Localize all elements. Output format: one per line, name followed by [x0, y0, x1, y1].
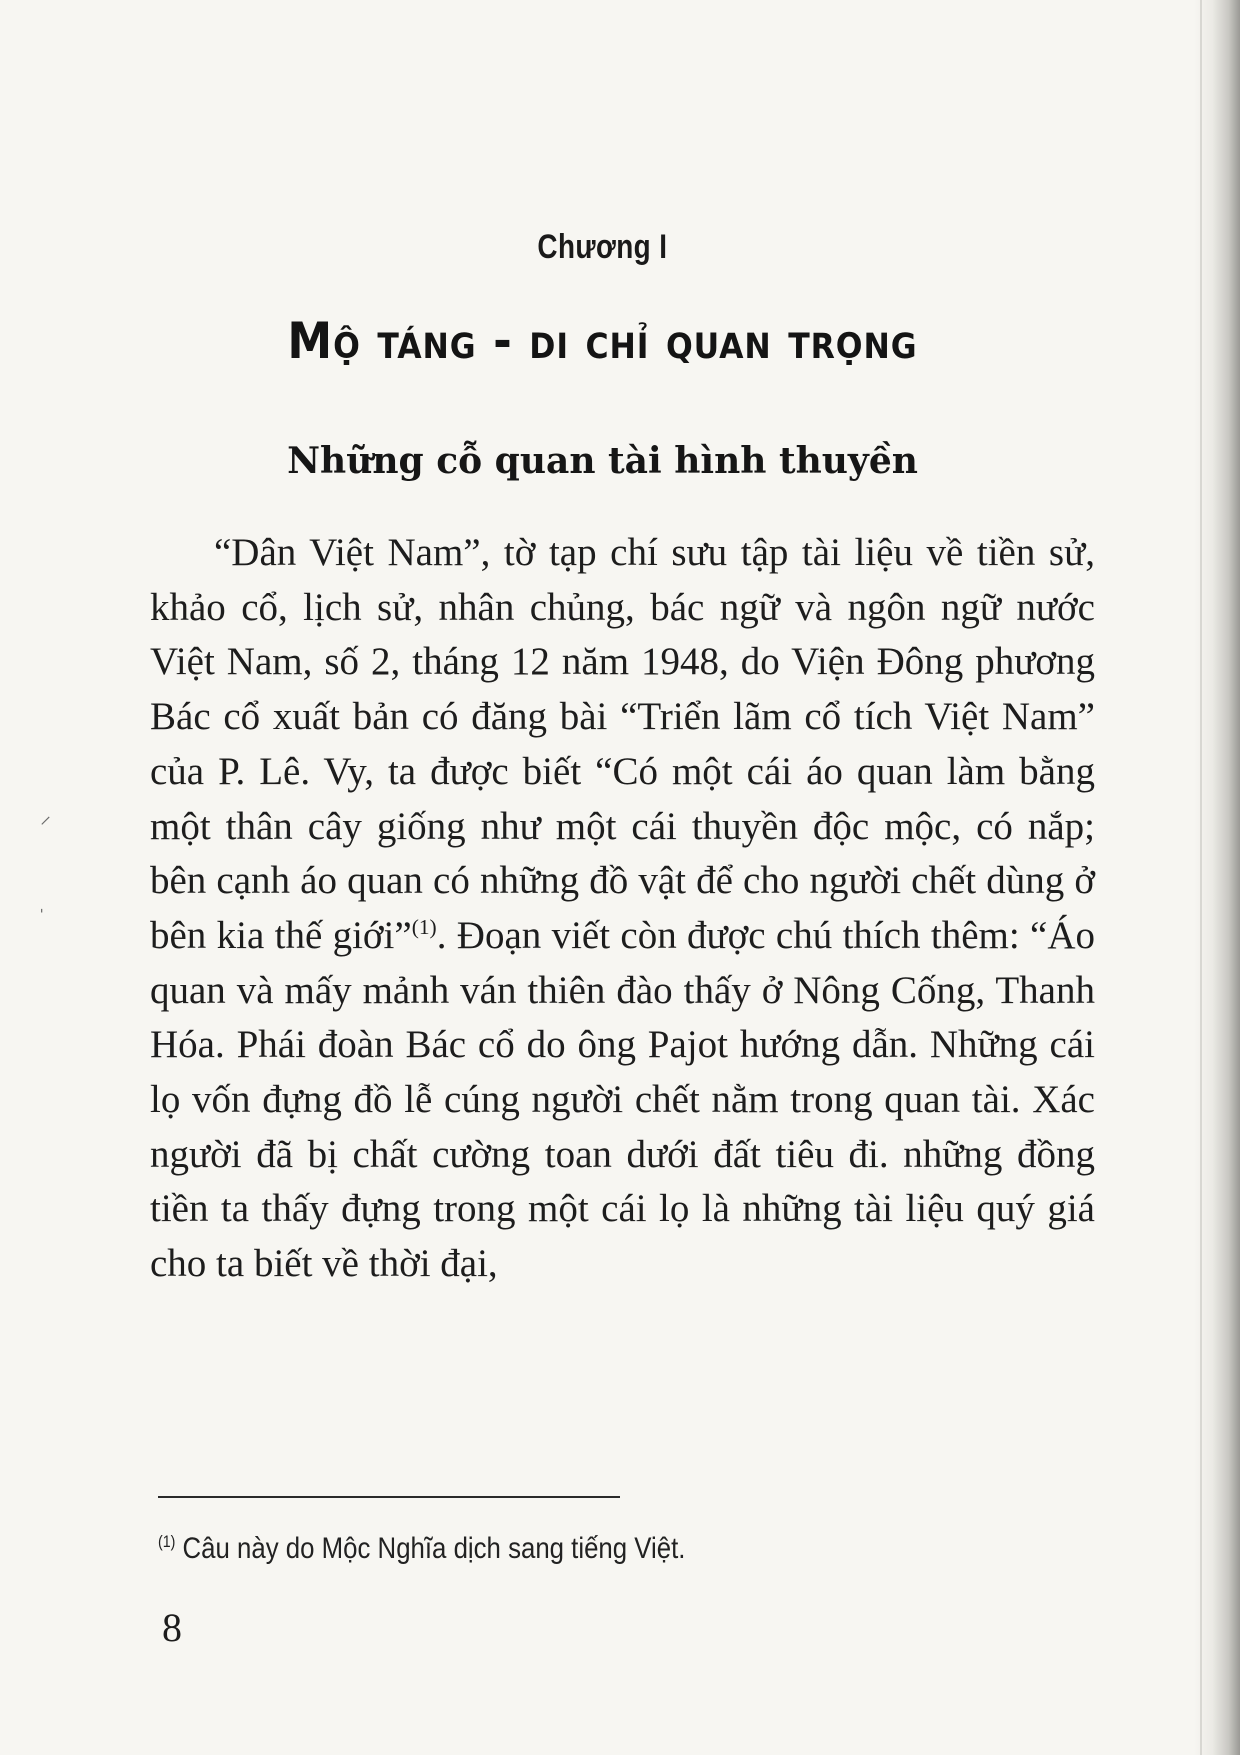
- footnote-reference[interactable]: (1): [411, 914, 437, 939]
- page-number: 8: [162, 1605, 182, 1650]
- body-text-after-note: . Đoạn viết còn được chú thích thêm: “Áo quan và mấy mảnh ván thiên đào thấy ở Nông Cống, Thanh Hóa. Phái đoàn Bác cổ do ông Pajot hướng dẫn. Những cái lọ vốn đựng đồ lễ cúng người chết nằm trong quan tài. Xác người đã bị chất cường toan dưới đất tiêu đi. những đồng tiền ta thấy đựng trong một cái lọ là những tài liệu quý giá cho ta biết về thời đại,: [150, 913, 1095, 1286]
- margin-pencil-mark-2: ˈ: [38, 905, 46, 930]
- footnote-text: Câu này do Mộc Nghĩa dịch sang tiếng Việt.: [182, 1532, 686, 1565]
- footnote-marker: (1): [158, 1533, 176, 1551]
- footnote-divider: [158, 1496, 620, 1498]
- section-title: Những cỗ quan tài hình thuyền: [287, 440, 918, 482]
- body-text-before-note: “Dân Việt Nam”, tờ tạp chí sưu tập tài liệu về tiền sử, khảo cổ, lịch sử, nhân chủng, bác ngữ và ngôn ngữ nước Việt Nam, số 2, tháng 12 năm 1948, do Viện Đông phương Bác cổ xuất bản có đăng bài “Triển lãm cổ tích Việt Nam” của P. Lê. Vy, ta được biết “Có một cái áo quan làm bằng một thân cây giống như một cái thuyền độc mộc, có nắp; bên cạnh áo quan có những đồ vật để cho người chết dùng ở bên kia thế giới”: [150, 531, 1095, 957]
- body-paragraph: [150, 526, 1095, 1292]
- chapter-label: Chương I: [537, 228, 668, 266]
- page-edge-line: [1200, 0, 1202, 1755]
- margin-pencil-mark: ⸝: [40, 803, 52, 828]
- chapter-title: Mộ táng - di chỉ quan trọng: [287, 312, 918, 370]
- footnote: [158, 1532, 932, 1566]
